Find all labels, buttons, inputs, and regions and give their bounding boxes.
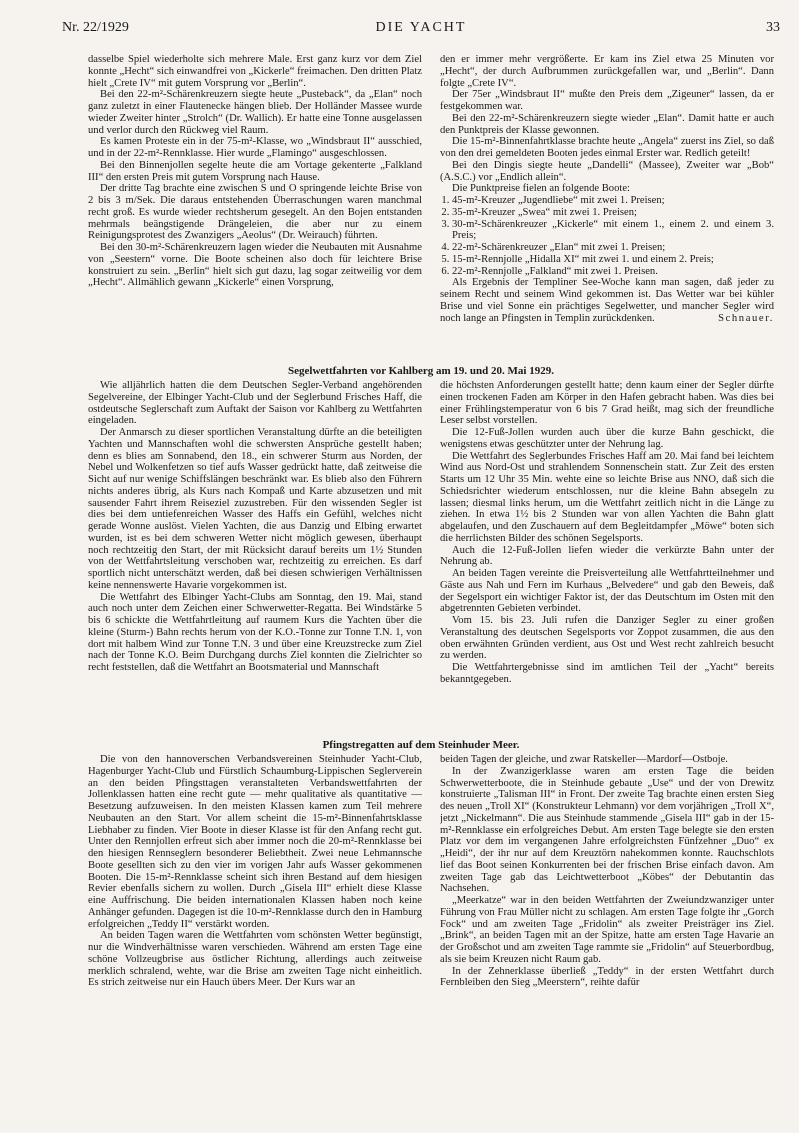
paragraph: Der Anmarsch zu dieser sportlichen Veranstaltung dürfte an die beteiligten Yachten und Mannschaften wohl die schwersten Ansprüche gestellt haben; denn es blies am Sonnabend, den 18., ein schwerer Sturm aus Norden, der Nebel und Wolkenfetzen so tief aufs Wasser gedrückt hatte, daß zeitweise die Sicht auf nur wenige Schiffslängen beschränkt war. Es blieb also den Führern nichts anderes übrig, als Kurs nach Kompaß und Karte abzusetzen und mit sausender Fahrt ihrem Reiseziel zuzustreben. Für den wissenden Segler ist dies bei dem untiefenreichen Wasser des Haffs ein Gefühl, welches nicht gerade Wonne auslöst. Vielen Yachten, die aus Danzig und Elbing erwartet wurden, ist es bei dem schweren Wetter nicht möglich gewesen, überhaupt noch rechtzeitig den Start, der mit Rücksicht darauf bereits um 1½ Stunden von der Wettfahrtsleitung verschoben war, rechtzeitig zu erreichen. Es darf sportlich nicht unterschätzt werden, daß bei diesen schwierigen Verhältnissen keine nennenswerte Havarie vorgekommen ist. (88, 427, 422, 591)
paragraph: In der Zwanzigerklasse waren am ersten Tage die beiden Schwerwetterboote, die in Steinhude gebaute „Use“ und der von Drewitz konstruierte „Talisman III“ in Front. Der zweite Tag brachte einen ersten Sieg des neuen „Troll XI“ (Konstrukteur Lehmann) vor dem vorjährigen „Troll X“, jetzt „Nickelmann“. Die aus Steinhude stammende „Gisela III“ gab in der 15-m²-Rennklasse ein erfolgreiches Debut. Am ersten Tage belegte sie den ersten Platz vor dem im vergangenen Jahre erfolgreichsten Fünfzehner „Duo“ ex „Heidi“, der ihr nur auf dem Kreuztörn nahekommen konnte. Rauchschlots lief das Boot seinen Konkurrenten bei der frischen Brise einfach davon. Am zweiten Tage gab das Leichtwetterboot „Köbes“ der Debutantin das Nachsehen. (440, 765, 774, 895)
paragraph: An beiden Tagen waren die Wettfahrten vom schönsten Wetter begünstigt, nur die Windverhältnisse waren verschieden. Während am ersten Tage eine schöne Vollzeugbrise aus östlicher Richtung, allerdings auch zeitweise merklich schralend, wehte, war die Brise am zweiten Tage nicht einheitlich. Es strich zeitweise nur ein Hauch übers Meer. Der Kurs war an (88, 930, 422, 989)
paragraph: beiden Tagen der gleiche, und zwar Ratskeller—Mardorf—Ostboje. (440, 754, 728, 765)
list-item: 4. 22-m²-Schärenkreuzer „Elan“ mit zwei 1. Preisen; (452, 242, 774, 254)
paragraph: Bei den Binnenjollen segelte heute die am Vortage gekenterte „Falkland III“ den ersten Preis mit gutem Vorsprung nach Hause. (88, 159, 422, 183)
paragraph: Der 75er „Windsbraut II“ mußte den Preis dem „Zigeuner“ lassen, da er festgekommen war. (440, 89, 774, 112)
paragraph: Auch die 12-Fuß-Jollen liefen wieder die verkürzte Bahn unter der Nehrung ab. (440, 544, 774, 568)
paragraph: dasselbe Spiel wiederholte sich mehrere Male. Erst ganz kurz vor dem Ziel konnte „Hecht“ sich einwandfrei von „Kickerle“ freimachen. Den dritten Platz hielt „Crete IV“ mit gutem Vorsprung vor „Berlin“. (88, 54, 422, 89)
paragraph: Vom 15. bis 23. Juli rufen die Danziger Segler zu einer großen Veranstaltung des deutschen Segelsports vor Zoppot zusammen, die aus den oben erwähnten Gründen verdient, aus Ost und West recht zahlreich besucht zu werden. (440, 615, 774, 662)
paragraph: Die Punktpreise fielen an folgende Boote: (452, 183, 630, 195)
issue-number: Nr. 22/1929 (62, 20, 129, 35)
page-number: 33 (766, 20, 780, 35)
page-header (62, 20, 780, 40)
list-item: 1. 45-m²-Kreuzer „Jugendliebe“ mit zwei 1. Preisen; (452, 195, 774, 207)
kahlberg-left-column (88, 380, 422, 725)
list-item: 3. 30-m²-Schärenkreuzer „Kickerle“ mit einem 1., einem 2. und einem 3. Preis; (452, 219, 774, 243)
magazine-title: DIE YACHT (375, 20, 467, 35)
paragraph: In der Zehnerklasse überließ „Teddy“ in der ersten Wettfahrt durch Fernbleiben den Sieg „Meerstern“, reihte dafür (440, 965, 774, 989)
paragraph: Die 12-Fuß-Jollen wurden auch über die kurze Bahn geschickt, die wenigstens etwas geschützter unter der Nehrung lag. (440, 427, 774, 450)
steinhude-left-column (88, 754, 422, 1099)
paragraph: Die Wettfahrt des Elbinger Yacht-Clubs am Sonntag, den 19. Mai, stand auch noch unter dem Zeichen einer Schwerwetter-Regatta. Bei Windstärke 5 bis 6 schickte die Wettfahrtleitung auf raumem Kurs die Yachten über die kleine (Sturm-) Bahn rechts herum von der K.O.-Tonne zur Tonne T.N. 1, von dort mit halbem Wind zur Tonne T.N. 3 und über eine Kreuzstrecke zum Ziel nach der Tonne K.O. Beim Durchgang durchs Ziel konnten die Zielrichter so recht feststellen, daß die Wettfahrt an Bootsmaterial und Mannschaft (88, 591, 422, 673)
paragraph (440, 277, 774, 324)
kahlberg-heading: Segelwettfahrten vor Kahlberg am 19. und 20. Mai 1929. (288, 365, 554, 377)
steinhude-right-column (440, 754, 774, 1099)
list-item: 6. 22-m²-Rennjolle „Falkland“ mit zwei 1. Preisen. (452, 266, 774, 278)
paragraph: An beiden Tagen vereinte die Preisverteilung alle Wettfahrtteilnehmer und Gäste aus Nah und Fern im Kurhaus „Belvedere“ und gab den Beweis, daß der Segelsport ein wichtiger Faktor ist, der das Deutschtum im Osten mit den abgetrennten Gebieten verbindet. (440, 568, 774, 615)
templin-article-left-column (88, 54, 422, 360)
paragraph: die höchsten Anforderungen gestellt hatte; denn kaum einer der Segler dürfte einen trockenen Faden am Körper in den Hafen gebracht haben. Was dies bei einer Frühlingstemperatur von 6 bis 7 Grad heißt, mag sich der freundliche Leser selbst vorstellen. (440, 380, 774, 427)
paragraph: Die 15-m²-Binnenfahrtklasse brachte heute „Angela“ zuerst ins Ziel, so daß von den drei gemeldeten Booten jedes einmal Erster war. Redlich geteilt! (440, 136, 774, 159)
templin-article-right-column (440, 54, 774, 360)
paragraph: den er immer mehr vergrößerte. Er kam ins Ziel etwa 25 Minuten vor „Hecht“, der durch Aufbrummen zurückgefallen war, und „Berlin“. Dann folgte „Crete IV“. (440, 54, 774, 89)
steinhude-heading: Pfingstregatten auf dem Steinhuder Meer. (322, 739, 520, 751)
kahlberg-right-column (440, 380, 774, 725)
paragraph: Die Wettfahrt des Seglerbundes Frisches Haff am 20. Mai fand bei leichtem Wind aus Nord-Ost und strahlendem Sonnenschein statt. Zur Zeit des ersten Starts um 12 Uhr 35 Min. wehte eine so leichte Brise aus NNO, daß sich die Schiedsrichter wiederum entschlossen, nur die kleine Bahn absegeln zu lassen; diesmal links herum, um die Wettfahrt zeitlich nicht in die Länge zu ziehen. In etwa 1½ bis 2 Stunden war von allen Yachten die Bahn glatt abgelaufen, und den Zuschauern auf dem Begleitdampfer „Möwe“ boten sich die herrlichsten Bilder des schönen Segelsports. (440, 450, 774, 544)
closing-text: Als Ergebnis der Templiner See-Woche kann man sagen, daß jeder zu seinem Recht und seinem Wind gekommen ist. Das Wetter war bei kühler Brise und viel Sonne ein prächtiges Segelwetter, und mancher Segler wird noch lange an Pfingsten in Templin zurückdenken. (440, 277, 774, 324)
paragraph: Der dritte Tag brachte eine zwischen S und O springende leichte Brise von 2 bis 3 m/Sek. Die daraus entstehenden Überraschungen waren manchmal recht groß. Es wurde wieder rechtsherum gesegelt. An den Bojen entstanden mehrmals beängstigende Drängeleien, die aber nur zu einem Reinigungsprotest des Zwanzigers „Aeolus“ (Dr. Weirauch) führten. (88, 183, 422, 242)
paragraph: Die Wettfahrtergebnisse sind im amtlichen Teil der „Yacht“ bereits bekanntgegeben. (440, 662, 774, 685)
paragraph: Bei den 22-m²-Schärenkreuzern siegte heute „Pusteback“, da „Elan“ noch ganz zuletzt in einer Flautenecke hängen blieb. Der Holländer Massee wurde wieder Zweiter hinter „Strolch“ (Dr. Wallich). Er hatte eine Tonne ausgelassen und verlor durch den Rückweg viel Raum. (88, 89, 422, 136)
author-signature: Schnauer. (718, 312, 774, 324)
paragraph: Die von den hannoverschen Verbandsvereinen Steinhuder Yacht-Club, Hagenburger Yacht-Club und Fürstlich Schaumburg-Lippischen Seglerverein an den beiden Pfingsttagen veranstalteten Verbandswettfahrten der Jollenklassen hatten eine recht gute — mehr qualitative als quantitative — Besetzung aufzuweisen. In den meisten Klassen kamen zum Teil mehrere Neubauten an den Start. Vor allem scheint die 15-m²-Binnenfahrtsklasse Liebhaber zu finden. Vier Boote in dieser Klasse ist für den Anfang recht gut. Unter den Rennjollen erfreut sich aber immer noch die 20-m²-Rennklasse bei den hiesigen Rennseglern besonderer Beliebtheit. Zwei neue Lehmannsche Boote gesellten sich zu den vier im vorigen Jahr aufs Wasser gekommenen Booten. Die 15-m²-Rennklasse scheint sich ihren Bestand auf dem hiesigen Revier ebenfalls sichern zu wollen. Durch „Gisela III“ erhielt diese Klasse eine Auffrischung. Die beiden internationalen Klassen haben noch keine Anhänger gefunden. Dagegen ist die 10-m²-Rennklasse durch den in Hamburg erfolgreichen „Teddy II“ verstärkt worden. (88, 754, 422, 930)
paragraph: Bei den 22-m²-Schärenkreuzern siegte wieder „Elan“. Damit hatte er auch den Punktpreis der Klasse gewonnen. (440, 112, 774, 136)
paragraph: „Meerkatze“ war in den beiden Wettfahrten der Zweiundzwanziger unter Führung von Frau Müller nicht zu schlagen. Am ersten Tage folgte ihr „Gorch Fock“ und am zweiten Tage „Fridolin“ als zweiter Preisträger ins Ziel. „Brink“, an beiden Tagen mit an der Spitze, hatte am ersten Tage Havarie an der Großschot und am zweiten Tage rammte sie „Fridolin“ auf Steuerbordbug, als sie beim Kreuzen nicht Raum gab. (440, 895, 774, 965)
paragraph: Es kamen Proteste ein in der 75-m²-Klasse, wo „Windsbraut II“ ausschied, und in der 22-m²-Rennklasse. Hier wurde „Flamingo“ ausgeschlossen. (88, 136, 422, 159)
prize-list (440, 195, 774, 277)
paragraph: Wie alljährlich hatten die dem Deutschen Segler-Verband angehörenden Segelvereine, der Elbinger Yacht-Club und der Seglerbund Frisches Haff, die ostdeutsche Seglerschaft zum Auftakt der Saison vor Kahlberg zu Wettfahrten eingeladen. (88, 380, 422, 427)
paragraph: Bei den 30-m²-Schärenkreuzern lagen wieder die Neubauten mit Ausnahme von „Seestern“ vorne. Die Boote scheinen also doch für leichtere Brise konstruiert zu sein. „Berlin“ hielt sich gut dazu, lag sogar zeitweilig vor dem „Hecht“. Allmählich gewann „Kickerle“ einen Vorsprung, (88, 242, 422, 289)
list-item: 2. 35-m²-Kreuzer „Swea“ mit zwei 1. Preisen; (452, 207, 774, 219)
list-item: 5. 15-m²-Rennjolle „Hidalla XI“ mit zwei 1. und einem 2. Preis; (452, 254, 774, 266)
paragraph: Bei den Dingis siegte heute „Dandelli“ (Massee), Zweiter war „Bob“ (A.S.C.) vor „Endlich allein“. (440, 159, 774, 183)
